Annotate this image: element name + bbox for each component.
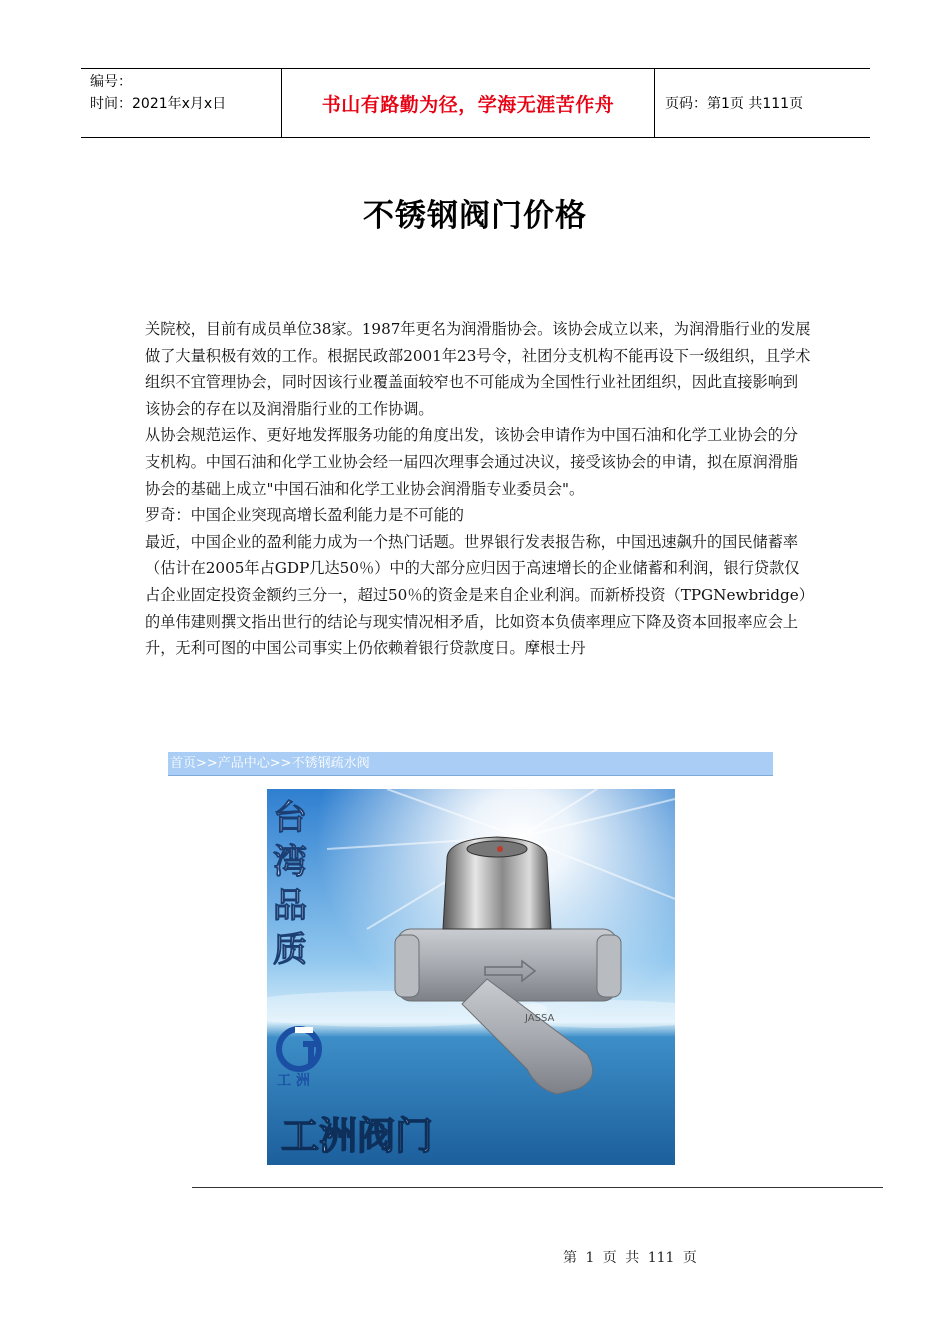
paragraph-3: 罗奇：中国企业突现高增长盈利能力是不可能的 [145,506,464,525]
footer-divider [192,1187,883,1188]
paragraph-1: 关院校，目前有成员单位38家。1987年更名为润滑脂协会。该协会成立以来，为润滑脂行业的发展做了大量积极有效的工作。根据民政部2001年23号令，社团分支机构不能再设下一级组织，且学术组织不宜管理协会，同时因该行业覆盖面较窄也不可能成为全国性行业社团组织，因此直接影响到该协会的存在以及润滑脂行业的工作协调。 [145,320,811,418]
paragraph-4: 最近，中国企业的盈利能力成为一个热门话题。世界银行发表报告称，中国迅速飙升的国民储蓄率（估计在2005年占GDP几达50％）中的大部分应归因于高速增长的企业储蓄和利润，银行贷款仅占企业固定投资金额约三分一，超过50％的资金是来自企业利润。而新桥投资（TPGNewbridge）的单伟建则撰文指出世行的结论与现实情况相矛盾，比如资本负债率理应下降及资本回报率应会上升，无利可图的中国公司事实上仍依赖着银行贷款度日。摩根士丹 [145,532,807,658]
number-label: 编号： [90,74,132,90]
header-motto-cell [281,69,655,137]
paragraph-2: 从协会规范运作、更好地发挥服务功能的角度出发，该协会申请作为中国石油和化学工业协会的分支机构。中国石油和化学工业协会经一届四次理事会通过决议，接受该协会的申请，拟在原润滑脂协会的基础上成立"中国石油和化学工业协会润滑脂专业委员会"。 [145,426,799,498]
side-char-2: 湾 [273,842,307,882]
valve-image [267,789,675,1165]
valve-mark: JASSA [525,1013,555,1024]
motto-text: 书山有路勤为径，学海无涯苦作舟 [321,93,615,116]
side-char-1: 台 [273,798,307,838]
document-title: 不锈钢阀门价格 [363,198,587,234]
header-info-cell [81,69,281,137]
header-page-cell [655,69,870,137]
logo-text: 工 洲 [277,1073,310,1089]
side-char-4: 质 [273,930,307,970]
breadcrumb[interactable]: 首页>>产品中心>>不锈钢疏水阀 [168,752,773,776]
time-label: 时间：2021年x月x日 [90,96,227,112]
body-text [145,316,811,662]
brand-bottom-text: 工洲阀门 [281,1114,434,1158]
side-char-3: 品 [273,886,307,926]
page-info: 页码：第1页 共111页 [665,96,804,112]
footer-page-number: 第 1 页 共 111 页 [563,1250,697,1266]
header-table [81,68,870,138]
product-photo [267,789,675,1165]
